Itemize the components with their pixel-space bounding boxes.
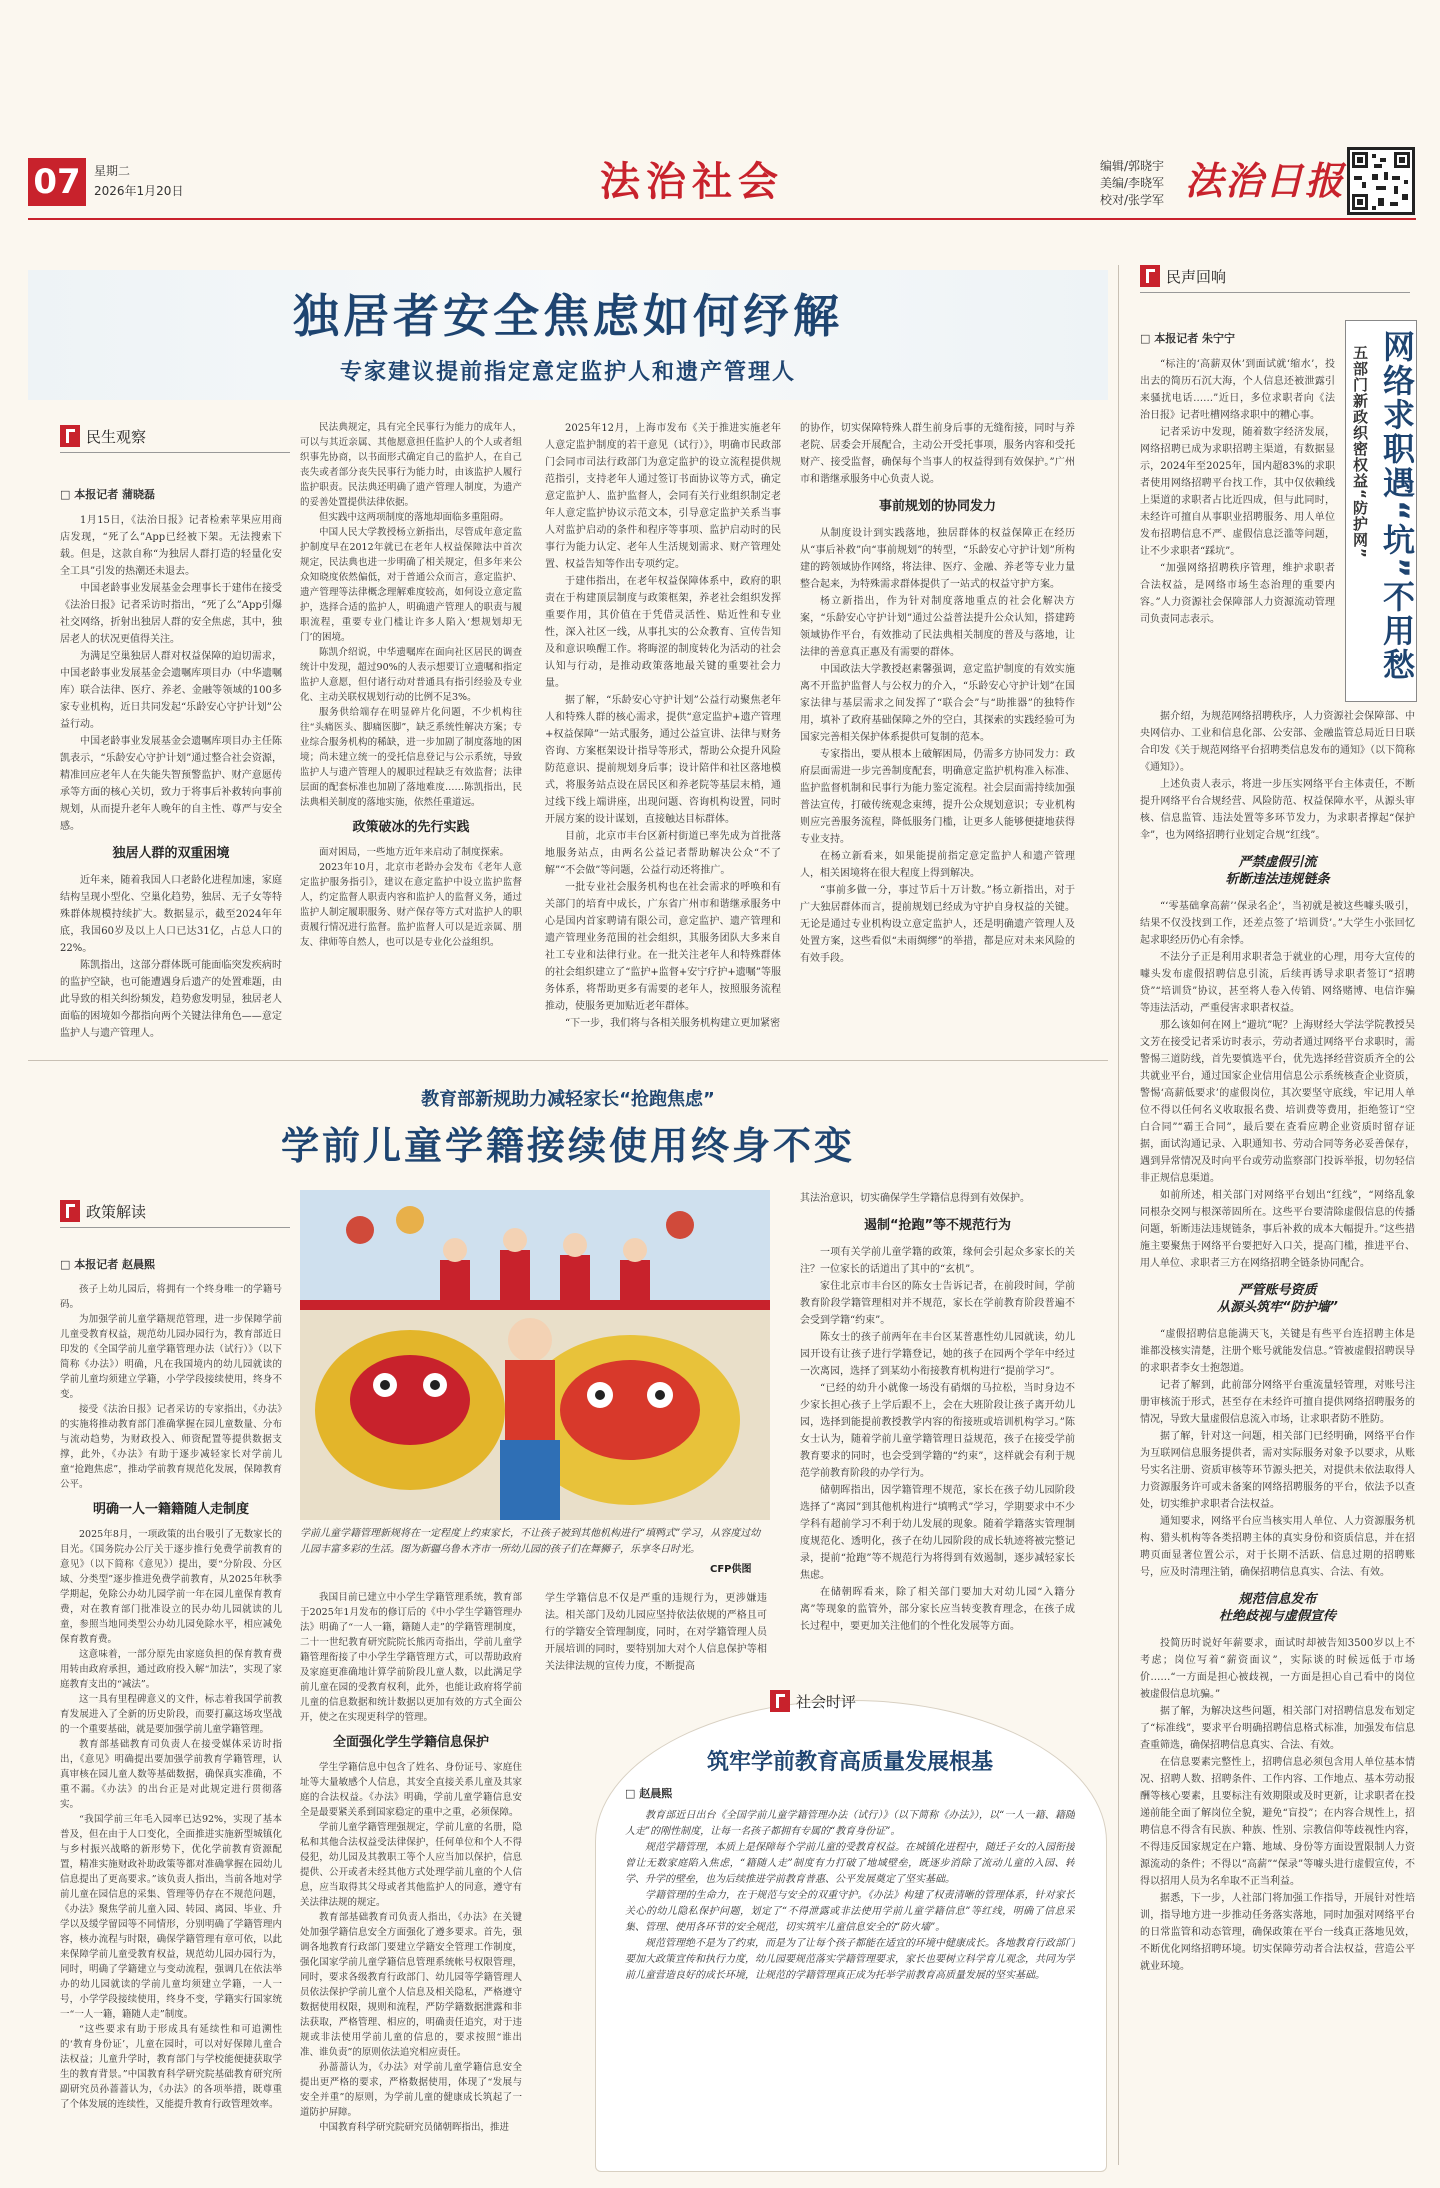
edu-col-mid (545, 1590, 767, 1675)
paragraph: 据了解，“乐龄安心守护计划”公益行动聚焦老年人和特殊人群的核心需求，提供“意定监护+遗产管理+权益保障”一站式服务，通过公益宣讲、法律与财务咨询、方案框架设计指导等形式，帮助公众提升风险防范意识、提前规划身后事；设计陪伴和社区落地模式，将服务站点设在居民区和养老院等基层末梢，通过线下线上端讲座，出现问题、咨询机构设置，同时开展方案的设计谋划，直接触达目标群体。 (545, 695, 781, 825)
right-subheadline: 五部门新政织密权益“防护网” (1351, 345, 1369, 559)
paragraph: 上述负责人表示，将进一步压实网络平台主体责任，不断提升网络平台合规经营、风险防范、权益保障水平，从源头审核、信息监管、违法处置等多环节发力，为求职者撑起“保护伞”，也为网络招聘行业划定合规“红线”。 (1140, 779, 1415, 841)
paragraph: 据了解，为解决这些问题，相关部门对招聘信息发布划定了“标准线”，要求平台明确招聘信息格式标准，加强发布信息查重筛选，确保招聘信息真实、合法、有效。 (1140, 1706, 1415, 1751)
label-underline (60, 452, 290, 453)
paragraph: 民法典规定，具有完全民事行为能力的成年人，可以与其近亲属、其他愿意担任监护人的个人或者组织事先协商，以书面形式确定自己的监护人，在自己丧失或者部分丧失民事行为能力时，由该监护人履行监护职责。民法典还明确了遗产管理人制度，为遗产的妥善处置提供法律依据。 (300, 422, 522, 508)
rule-of-law-logo-icon (770, 1690, 790, 1712)
main-col4 (800, 420, 1075, 967)
paragraph: 目前，北京市丰台区新村街道已率先成为首批落地服务站点，由两名公益记者帮助解决公众“不了解”“不会做”等问题，公益行动还将推广。 (545, 831, 781, 876)
paragraph: 规范管理绝不是为了约束，而是为了让每个孩子都能在适宜的环境中健康成长。各地教育行政部门要加大政策宣传和执行力度，幼儿园要规范落实学籍管理要求，家长也要树立科学育儿观念，共同为学前儿童营造良好的成长环境，让规范的学籍管理真正成为托举学前教育高质量发展的坚实基础。 (625, 1938, 1075, 1981)
right-byline: □ 本报记者 朱宁宁 (1140, 332, 1236, 345)
main-byline: □ 本报记者 蒲晓磊 (60, 488, 156, 501)
paragraph: 陈凯指出，这部分群体既可能面临突发疾病时的监护空缺，也可能遭遇身后遗产的处置难题，由此导致的相关纠纷频发，趋势愈发明显，独居老人面临的困境如今都指向两个关键法律角色——意定监护人与遗产管理人。 (60, 960, 282, 1039)
paragraph: 1月15日，《法治日报》记者检索苹果应用商店发现，“死了么”App已经被下架。无法搜索下载。但是，这款自称“为独居人群打造的轻量化安全工具”引发的热潮还未退去。 (60, 515, 282, 577)
paragraph: 据了解，针对这一问题，相关部门已经明确，网络平台作为互联网信息服务提供者，需对实际服务对象予以要求，从账号实名注册、资质审核等环节源头把关，对提供未依法取得人力资源服务许可或未备案的网络招聘服务的平台，依法予以查处，切实维护求职者合法权益。 (1140, 1431, 1415, 1510)
paragraph: 家住北京市丰台区的陈女士告诉记者，在前段时间，学前教育阶段学籍管理相对并不规范，家长在学前教育阶段普遍不会受到学籍“约束”。 (800, 1281, 1075, 1326)
subheading: 独居人群的双重困境 (112, 846, 230, 861)
paragraph: 中国政法大学教授赵素馨强调，意定监护制度的有效实施离不开监护监督人与公权力的介入，“乐龄安心守护计划”在国家法律与基层需求之间发挥了“联合会”与“助推器”的独特作用，填补了政府基础保障之外的空白，其探索的实践经验可为国家完善相关保护体系提供可复制的范本。 (800, 664, 1075, 743)
paragraph: 那么该如何在网上“避坑”呢？上海财经大学法学院教授吴文芳在接受记者采访时表示，劳动者通过网络平台求职时，需警惕三道防线，首先要慎选平台，优先选择经营资质齐全的公共就业平台，通过国家企业信用信息公示系统核查企业资质，警惕‘高薪低要求’的虚假岗位，其次要坚守底线，牢记用人单位不得以任何名义收取报名费、培训费等费用，拒绝签订“空白合同”“霸王合同”，最后要在查看应聘企业资质时留存证据，面试沟通记录、入职通知书、劳动合同等务必妥善保存，遇到异常情况及时向平台或劳动监察部门投诉举报，切勿轻信非正规信息渠道。 (1140, 1020, 1415, 1184)
editor: 编辑/郭晓宇 (1100, 159, 1165, 173)
paragraph: 教育部近日出台《全国学前儿童学籍管理办法（试行）》（以下简称《办法》），以“一人一籍、籍随人走”的刚性制度，让每一名孩子都拥有专属的“教育身份证”。 (625, 1810, 1075, 1837)
main-col3 (545, 420, 781, 1032)
paragraph: 为满足空巢独居人群对权益保障的迫切需求，中国老龄事业发展基金会遗嘱库项目办（中华遗嘱库）联合法律、医疗、养老、金融等领域的100多家专业机构，近日共同发起“乐龄安心守护计划”公益行动。 (60, 651, 282, 730)
paragraph: 教育部基础教育司负责人在接受媒体采访时指出，《意见》明确提出要加强学前教育学籍管理，认真审核在园儿童人数等基础数据，确保真实准确，不重不漏。《办法》的出台正是对此规定进行贯彻落实。 (60, 1739, 282, 1810)
section-label-minsheng: 民生观察 (60, 425, 146, 447)
masthead-logo: 法治日报 (1185, 158, 1346, 203)
right-intro-wide (1140, 708, 1415, 1975)
paragraph: 据介绍，为规范网络招聘秩序，人力资源社会保障部、中央网信办、工业和信息化部、公安部、金融监管总局近日日联合印发《关于规范网络平台招聘类信息发布的通知》（以下简称《通知》）。 (1140, 711, 1415, 773)
photo-credit: CFP供图 (710, 1564, 752, 1575)
subheading: 事前规划的协同发力 (878, 499, 996, 514)
paragraph: 这一具有里程碑意义的文件，标志着我国学前教育发展进入了全新的历史阶段，而要打赢这场攻坚战的一个重要基础，就是要加强学前儿童学籍管理。 (60, 1694, 282, 1735)
paragraph: 中国老龄事业发展基金会理事长于建伟在接受《法治日报》记者采访时指出，“死了么”App引爆社交网络，折射出独居人群的安全焦虑，其中，独居老人的状况更值得关注。 (60, 583, 282, 645)
rule-of-law-logo-icon (60, 425, 80, 447)
section-label-policy: 政策解读 (60, 1200, 146, 1222)
paragraph: 一项有关学前儿童学籍的政策，缘何会引起众多家长的关注？一位家长的话道出了其中的“玄机”。 (800, 1247, 1075, 1275)
paragraph: 其法治意识，切实确保学生学籍信息得到有效保护。 (800, 1193, 1030, 1204)
paragraph: “虚假招聘信息能满天飞，关键是有些平台连招聘主体是谁都没核实清楚，注册个账号就能发信息。”管被虚假招聘误导的求职者李女士抱怨道。 (1140, 1329, 1415, 1374)
kids-lion-dance-photo (300, 1190, 770, 1520)
paragraph: 陈凯介绍说，中华遗嘱库在面向社区居民的调查统计中发现，超过90%的人表示想要订立遗嘱和指定监护人意愿，但付诸行动对普通具有指引经验及专业化、主动关联权规划行动的比例不足3%。 (300, 647, 522, 703)
proofreader: 校对/张学军 (1100, 193, 1165, 207)
edu-col3 (800, 1190, 1075, 1635)
paragraph: 2025年12月，上海市发布《关于推进实施老年人意定监护制度的若干意见（试行）》，明确市民政部门会同市司法行政部门为意定监护的设立流程提供规范指引，支持老年人通过签订书面协议等方式，确定意定监护人、监护监督人，会同有关行业组织制定老年人意定监护协议示范文本，引导意定监护关系当事人对监护启动的条件和程序等事项、监护启动时的民事行为能力认定、老年人生活规划需求、财产管理处置、权益告知等作出专项约定。 (545, 423, 781, 570)
column-divider (1118, 265, 1119, 2165)
paragraph: 一批专业社会服务机构也在社会需求的呼唤和有关部门的培育中成长，广东省广州市和谐继承服务中心是国内首家聘请有限公司，意定监护、遗产管理和遗产管理业务范围的社会组织，其服务团队大多来自社工专业和法律行业。在一批关注老年人和特殊群体的社会组织建立了“监护+监督+安宁疗护+遗嘱”等服务体系，将帮助更多有需要的老年人，按照服务流程推动，使服务更加贴近老年群体。 (545, 882, 781, 1012)
main-headline: 独居者安全焦虑如何纾解 (293, 289, 843, 343)
paragraph: 服务供给端存在明显碎片化问题，不少机构往往“头痛医头、脚痛医脚”，缺乏系统性解决方案；专业综合服务机构的稀缺，进一步加剧了制度落地的困境；尚未建立统一的受托信息登记与公示系统，导致监护人与遗产管理人的履职过程缺乏有效监督；法律层面的配套标准也加剧了落地难度……陈凯指出，民法典相关制度的落地实施，依然任重道远。 (300, 707, 522, 808)
paragraph: “标注的‘高薪双休’到面试就‘缩水’，投出去的简历石沉大海，个人信息还被泄露引来骚扰电话……”近日，多位求职者向《法治日报》记者吐槽网络求职中的糟心事。 (1140, 359, 1335, 421)
paragraph: 陈女士的孩子前两年在丰台区某普惠性幼儿园就读，幼儿园开设有让孩子进行学籍登记，她的孩子在园两个学年中经过一次离园，选择了到某幼小衔接教育机构进行“提前学习”。 (800, 1332, 1075, 1377)
paragraph: 专家指出，要从根本上破解困局，仍需多方协同发力：政府层面需进一步完善制度配套，明确意定监护机构准入标准、监护监督机制和民事行为能力鉴定流程。社会层面需持续加强普法宣传，打破传统观念束缚，提升公众规划意识；专业机构则应完善服务流程，降低服务门槛，让更多人能够便捷地获得专业支持。 (800, 749, 1075, 845)
paragraph: 据悉，下一步，人社部门将加强工作指导，开展针对性培训，指导地方进一步推动任务落实落地，同时加强对网络平台的日常监管和动态管理，确保政策在平台一线真正落地见效，不断优化网络招聘环境。切实保障劳动者合法权益，营造公平就业环境。 (1140, 1893, 1415, 1972)
subheading: 政策破冰的先行实践 (352, 820, 470, 835)
paragraph: 规范学籍管理，本质上是保障每个学前儿童的受教育权益。在城镇化进程中，随迁子女的入园衔接曾让无数家庭陷入焦虑，“籍随人走”制度有力打破了地域壁垒，既逐步消除了流动儿童的入园、转学、升学的壁垒，也为后续推进学前教育普惠、公平发展奠定了坚实基础。 (625, 1842, 1075, 1885)
paragraph: 近年来，随着我国人口老龄化进程加速，家庭结构呈现小型化、空巢化趋势，独居、无子女等特殊群体规模持续扩大。数据显示，截至2024年年底，我国60岁及以上人口已达31亿，占总人口的22%。 (60, 875, 282, 954)
paragraph: “事前多做一分，事过节后十万计数。”杨立新指出，对于广大独居群体而言，提前规划已经成为守护自身权益的关键。无论是通过专业机构设立意定监护人，还是明确遗产管理人及处置方案，这些看似“未雨绸缪”的举措，都是应对未来风险的有效手段。 (800, 885, 1075, 964)
paragraph: 在信息要素完整性上，招聘信息必须包含用人单位基本情况、招聘人数、招聘条件、工作内容、工作地点、基本劳动报酬等核心要素，且要标注有效期限或及时更新，让求职者在投递前能全面了解岗位全貌，避免“盲投”；在内容合规性上，招聘信息不得含有民族、种族、性别、宗教信仰等歧视性内容，不得违反国家规定在户籍、地域、身份等方面设置限制人力资源流动的条件；不得以“高薪”“保录”等噱头进行虚假宣传，不得以招用人员为名牟取不正当利益。 (1140, 1757, 1415, 1887)
paragraph: 不法分子正是利用求职者急于就业的心理，用夸大宣传的噱头发布虚假招聘信息引流，后续再诱导求职者签订“招聘贷”“培训贷”协议，甚至将人卷入传销、网络赌博、电信诈骗等违法活动，严重侵害求职者权益。 (1140, 952, 1415, 1014)
paragraph: “已经的幼升小就像一场没有硝烟的马拉松，当时身边不少家长担心孩子上学后跟不上，会在大班阶段让孩子离开幼儿园，选择到能提前教授教学内容的衔接班或培训机构学习。”陈女士认为，随着学前儿童学籍管理日益规范，孩子在接受学前教育要求的同时，也会受到学籍的“约束”，这样就会有利于规范学前教育阶段的办学行为。 (800, 1383, 1075, 1479)
paragraph: 我国目前已建立中小学生学籍管理系统，教育部于2025年1月发布的修订后的《中小学生学籍管理办法》明确了“一人一籍，籍随人走”的学籍管理制度，二十一世纪教育研究院院长熊丙奇指出，学前儿童学籍管理衔接了中小学生学籍管理方式，可以帮助政府及家庭更准确地计算学前阶段儿童人数，以此满足学前儿童在园的受教育权利，此外，也能让政府将学前儿童的信息数据和统计数据以更加有效的方式全面公开，使之在实现更科学的管理。 (300, 1592, 522, 1723)
subheading: 规范信息发布 杜绝歧视与虚假宣传 (1218, 1592, 1336, 1624)
main-subheadline: 专家建议提前指定意定监护人和遗产管理人 (339, 360, 796, 385)
paragraph: 从制度设计到实践落地，独居群体的权益保障正在经历从“事后补救”向“事前规划”的转型，“乐龄安心守护计划”所构建的跨领域协作网络，将法律、医疗、金融、养老等专业力量整合起来，为特殊需求群体提供了一站式的权益守护方案。 (800, 528, 1075, 590)
subheading: 明确一人一籍籍随人走制度 (92, 1502, 249, 1517)
weekday: 星期二 (94, 164, 131, 178)
paragraph: 投简历时说好年薪要求，面试时却被告知3500岁以上不考虑；岗位写着“薪资面议”，实际谈的时候远低于市场价……“一方面是担心被歧视，一方面是担心自己看中的岗位被虚假信息坑骗。” (1140, 1638, 1415, 1700)
paragraph: 储朝晖指出，因学籍管理不规范，家长在孩子幼儿园阶段选择了“离园”到其他机构进行“填鸭式”学习，学期要求中不少学科有超前学习不利于幼儿发展的现象。随着学籍落实管理制度规范化、透明化，孩子在幼儿园阶段的成长轨迹将被完整记录，提前“抢跑”等不规范行为将得到有效遏制，逐步减轻家长焦虑。 (800, 1485, 1075, 1581)
section-label-commentary: 社会时评 (770, 1690, 856, 1712)
paragraph: 学前儿童学籍管理强规定，学前儿童的名册，隐私和其他合法权益受法律保护，任何单位和个人不得侵犯，幼儿园及其教职工等个人应当加以保护，信息提供、公开或者未经其他方式处理学前儿童的个人信息，应当取得其父母或者其他监护人的同意，遵守有关法律法规的规定。 (300, 1822, 522, 1908)
qr-code-icon (1350, 150, 1412, 212)
paragraph: 中国老龄事业发展基金会遗嘱库项目办主任陈凯表示，“乐龄安心守护计划”通过整合社会资源，精准回应老年人在失能失智预警监护、财产意愿传承等方面的核心关切，致力于将事后补救转向事前规划，从而提升老年人晚年的自主性、尊严与安全感。 (60, 736, 282, 832)
paragraph: 面对困局，一些地方近年来启动了制度探索。 (319, 847, 510, 858)
paragraph: 的协作，切实保障特殊人群生前身后事的无缝衔接，同时与养老院、居委会开展配合，主动公开受托事项，服务内容和受托财产、接受监督，确保每个当事人的权益得到有效保护。”广州市和谐继承服务中心负责人说。 (800, 423, 1075, 485)
paragraph: “这些要求有助于形成具有延续性和可追溯性的‘教育身份证’，儿童在园时，可以对好保障儿童合法权益；儿童升学时，教育部门与学校能便捷获取学生的教育背景。”中国教育科学研究院基础教育研究所副研究员孙蔷蔷认为，《办法》的各项举措，既尊重了个体发展的连续性，又能提升教育行政管理效率。 (60, 2024, 282, 2110)
paragraph: 教育部基础教育司负责人指出，《办法》在关键处加强学籍信息安全方面强化了遵多要求。首先，强调各地教育行政部门要建立学籍安全管理工作制度，强化国家学前儿童学籍信息管理系统帐号权限管理，同时，要求各级教育行政部门、幼儿园等学籍管理人员依法保护学前儿童个人信息及相关隐私，严格遵守数据使用权限，规则和流程，严防学籍数据泄露和非法获取，严格管理、相应的，明确责任追究，对于违规或非法使用学前儿童的信息的，要求按照“谁出准、谁负责”的原则依法追究相应责任。 (300, 1912, 522, 2058)
paragraph: 在杨立新看来，如果能提前指定意定监护人和遗产管理人，相关困境将在很大程度上得到解决。 (800, 851, 1075, 879)
paragraph: 学生学籍信息不仅是严重的违规行为，更涉嫌违法。相关部门及幼儿园应坚持依法依规的严格且可行的学籍安全管理制度，同时，在对学籍管理人员开展培训的同时，要特别加大对个人信息保护等相关法律法规的宣传力度，不断提高 (545, 1593, 767, 1672)
paragraph: 记者了解到，此前部分网络平台重流量轻管理，对账号注册审核流于形式，甚至存在未经许可擅自提供网络招聘服务的情况，导致大量虚假信息流入市场，让求职者防不胜防。 (1140, 1380, 1415, 1425)
paragraph: 记者采访中发现，随着数字经济发展，网络招聘已成为求职招聘主渠道，有数据显示，2024年至2025年，国内超83%的求职者使用网络招聘平台找工作，其中仅依赖线上渠道的求职者占比近四成，但与此同时，未经许可擅自从事职业招聘服务、用人单位发布招聘信息不严、虚假信息泛滥等问题，让不少求职者“踩坑”。 (1140, 427, 1335, 557)
paragraph: 在储朝晖看来，除了相关部门要加大对幼儿园“入籍分离”等现象的监管外，部分家长应当转变教育理念，在孩子成长过程中，要更加关注他们的个性化发展等方面。 (800, 1587, 1075, 1632)
paragraph: 2025年8月，一项政策的出台吸引了无数家长的目光。《国务院办公厅关于逐步推行免费学前教育的意见》（以下简称《意见》）提出，要“分阶段、分区域、分类型”逐步推进免费学前教育，从2025年秋季学期起，免除公办幼儿园学前一年在园儿童保育教育费，对在教育部门批准设立的民办幼儿园就读的儿童，参照当地同类型公办幼儿园免除水平，相应减免保育教育费。 (60, 1529, 282, 1645)
right-intro-narrow (1140, 356, 1335, 628)
commentary-body (625, 1808, 1075, 1984)
right-headline: 网络求职遇“坑”不用愁 (1378, 330, 1416, 683)
commentary-byline: □ 赵晨熙 (625, 1787, 673, 1800)
paragraph: 中国人民大学教授杨立新指出，尽管成年意定监护制度早在2012年就已在老年人权益保障法中首次规定，民法典也进一步明确了相关规定，但多年来公众知晓度依然偏低，对于普通公众而言，意定监护、遗产管理等法律概念理解难度较高，如何设立意定监护，选择合适的监护人，明确遗产管理人的职责与履职流程，重要专业门槛让许多人陷入‘想规划却无门’的困境。 (300, 527, 522, 643)
edu-col1 (60, 1282, 282, 2112)
page-number: 07 (28, 158, 86, 206)
paragraph: 孙蔷蔷认为，《办法》对学前儿童学籍信息安全提出更严格的要求，严格数据使用，体现了“发展与安全并重”的原则，为学前儿童的健康成长筑起了一道防护屏障。 (300, 2062, 522, 2118)
paragraph: 学籍管理的生命力，在于规范与安全的双重守护。《办法》构建了权责清晰的管理体系，针对家长关心的幼儿隐私保护问题，划定了“不得泄露或非法使用学前儿童学籍信息”等红线，明确了信息采集、管理、使用各环节的安全规范，切实筑牢儿童信息安全的“防火墙”。 (625, 1890, 1075, 1933)
edu-col2 (300, 1590, 522, 2135)
label-underline (1140, 292, 1410, 293)
main-col2 (300, 420, 522, 950)
paragraph: 接受《法治日报》记者采访的专家指出，《办法》的实施将推动教育部门准确掌握在园儿童数量、分布与流动趋势，为财政投入、师资配置等提供数据支撑，此外，《办法》有助于逐步减轻家长对学前儿童“抢跑焦虑”，推动学前教育规范化发展，保障教育公平。 (60, 1404, 282, 1490)
paragraph: 杨立新指出，作为针对制度落地重点的社会化解决方案，“乐龄安心守护计划”通过公益普法提升公众认知，搭建跨领域协作平台，有效推动了民法典相关制度的普及与落地，让法律的善意真正惠及有需要的群体。 (800, 596, 1075, 658)
paragraph: 于建伟指出，在老年权益保障体系中，政府的职责在于构建顶层制度与政策框架，养老社会组织发挥重要作用，其价值在于凭借灵活性、贴近性和专业性，深入社区一线，从事扎实的公众教育、宣传告知及和意识唤醒工作。将晦涩的制度转化为活动的社会认知与行动，是推动政策落地最关键的重要社会力量。 (545, 576, 781, 689)
commentary-title: 筑牢学前教育高质量发展根基 (706, 1750, 993, 1775)
paragraph: 为加强学前儿童学籍规范管理，进一步保障学前儿童受教育权益，规范幼儿园办园行为，教育部近日印发的《全国学前儿童学籍管理办法（试行）》（以下简称《办法》）明确，凡在我国境内的幼儿园就读的学前儿童均须建立学籍，小学学段接续使用，终身不变。 (60, 1314, 282, 1400)
photo-illustration (300, 1190, 770, 1520)
edu-kicker: 教育部新规助力减轻家长“抢跑焦虑” (421, 1089, 715, 1110)
paragraph: “‘零基础拿高薪’‘保录名企’，当初就是被这些噱头吸引，结果不仅没找到工作，还差点签了‘培训贷’。”大学生小张回忆起求职经历仍心有余悸。 (1140, 901, 1415, 946)
subheading: 严管账号资质 从源头筑牢“防护墙” (1217, 1283, 1338, 1315)
edu-byline: □ 本报记者 赵晨熙 (60, 1258, 156, 1271)
paragraph: 2023年10月，北京市老龄办会发布《老年人意定监护服务指引》，建议在意定监护中设立监护监督人，约定监督人职责内容和监护人的监督义务，通过监护人制定履职服务、财产保存等方式对监护人的职责履行情况进行监督。监护监督人可以是近亲属、朋友、律师等自然人，也可以是专业化公益组织。 (300, 862, 522, 948)
paragraph: “加强网络招聘秩序管理，维护求职者合法权益，是网络市场生态治理的重要内容。”人力资源社会保障部人力资源流动管理司负责同志表示。 (1140, 563, 1335, 625)
paragraph: “我国学前三年毛入园率已达92%，实现了基本普及，但在由于人口变化，全面推进实施新型城镇化与乡村振兴战略的新形势下，优化学前教育资源配置，精准实施财政补助政策等都对准确掌握在园幼儿信息提出了更高要求。”该负责人指出，当前各地对学前儿童在园信息的采集、管理等仍存在不规范问题，《办法》聚焦学前儿童入园、转园、离园、毕业、升学以及缓学留园等不同情形，分别明确了学籍管理内容，核办流程与时限，确保学籍管理有章可依，以此来保障学前儿童受教育权益，规范幼儿园办园行为，同时，明确了学籍建立与变动流程，强调几在依法举办的幼儿园就读的学前儿童均须建立学籍，一人一号，小学学段接续使用，终身不变，学籍实行国家统一“一人一籍，籍随人走”制度。 (60, 1814, 282, 2020)
paragraph: 通知要求，网络平台应当核实用人单位、人力资源服务机构、猎头机构等各类招聘主体的真实身份和资质信息，并在招聘页面显著位置公示，对于长期不活跃、信息过期的招聘账号，应及时清理注销，确保招聘信息真实、合法、有效。 (1140, 1516, 1415, 1578)
header-rule (28, 218, 1416, 220)
editor-credits (1100, 158, 1164, 209)
rule-of-law-logo-icon (60, 1200, 80, 1222)
photo-caption: 学前儿童学籍管理新规将在一定程度上约束家长，不让孩子被到其他机构进行“填鸭式”学习，从容度过幼儿园丰富多彩的生活。图为新疆乌鲁木齐市一所幼儿园的孩子们在舞狮子，乐享冬日时光。 (300, 1528, 761, 1555)
paragraph: 这意味着，一部分原先由家庭负担的保育教育费用转由政府承担，通过政府投入解“加法”，实现了家庭教育支出的“减法”。 (60, 1649, 282, 1690)
paragraph: 孩子上幼儿园后，将拥有一个终身唯一的学籍号码。 (60, 1284, 282, 1310)
main-col1 (60, 512, 282, 1042)
paragraph: 但实践中这两项制度的落地却面临多重阻碍。 (319, 512, 510, 523)
paragraph: 中国教育科学研究院研究员储朝晖指出，推进 (319, 2122, 510, 2133)
edu-headline: 学前儿童学籍接续使用终身不变 (280, 1124, 855, 1168)
article-divider (28, 1060, 1108, 1061)
rule-of-law-logo-icon (1140, 265, 1160, 287)
section-label-voices: 民声回响 (1140, 265, 1226, 287)
subheading: 遏制“抢跑”等不规范行为 (863, 1218, 1012, 1233)
paragraph: “下一步，我们将与各相关服务机构建立更加紧密 (565, 1018, 781, 1029)
label-underline (60, 1227, 290, 1228)
issue-date: 2026年1月20日 (94, 184, 184, 198)
art-editor: 美编/李晓军 (1100, 176, 1165, 190)
section-title: 法治社会 (600, 159, 784, 205)
paragraph: 如前所述，相关部门对网络平台划出“红线”，“网络乱象同根杂交网与根深蒂固所在。这些平台要清除虚假信息的传播问题，斩断违法违规链条，事后补救的成本大幅提升。”这些措施主要聚焦于网络平台要把好入口关，提高门槛，推进平台、用人单位、求职者三方在网络招聘全链条协同配合。 (1140, 1190, 1415, 1269)
paragraph: 学生学籍信息中包含了姓名、身份证号、家庭住址等大量敏感个人信息，其安全直接关系儿童及其家庭的合法权益。《办法》明确，学前儿童学籍信息安全是最要紧关系到国家稳定的重中之重，必须保障。 (300, 1762, 522, 1818)
subheading: 严禁虚假引流 斩断违法违规链条 (1225, 855, 1330, 887)
subheading: 全面强化学生学籍信息保护 (332, 1735, 489, 1750)
